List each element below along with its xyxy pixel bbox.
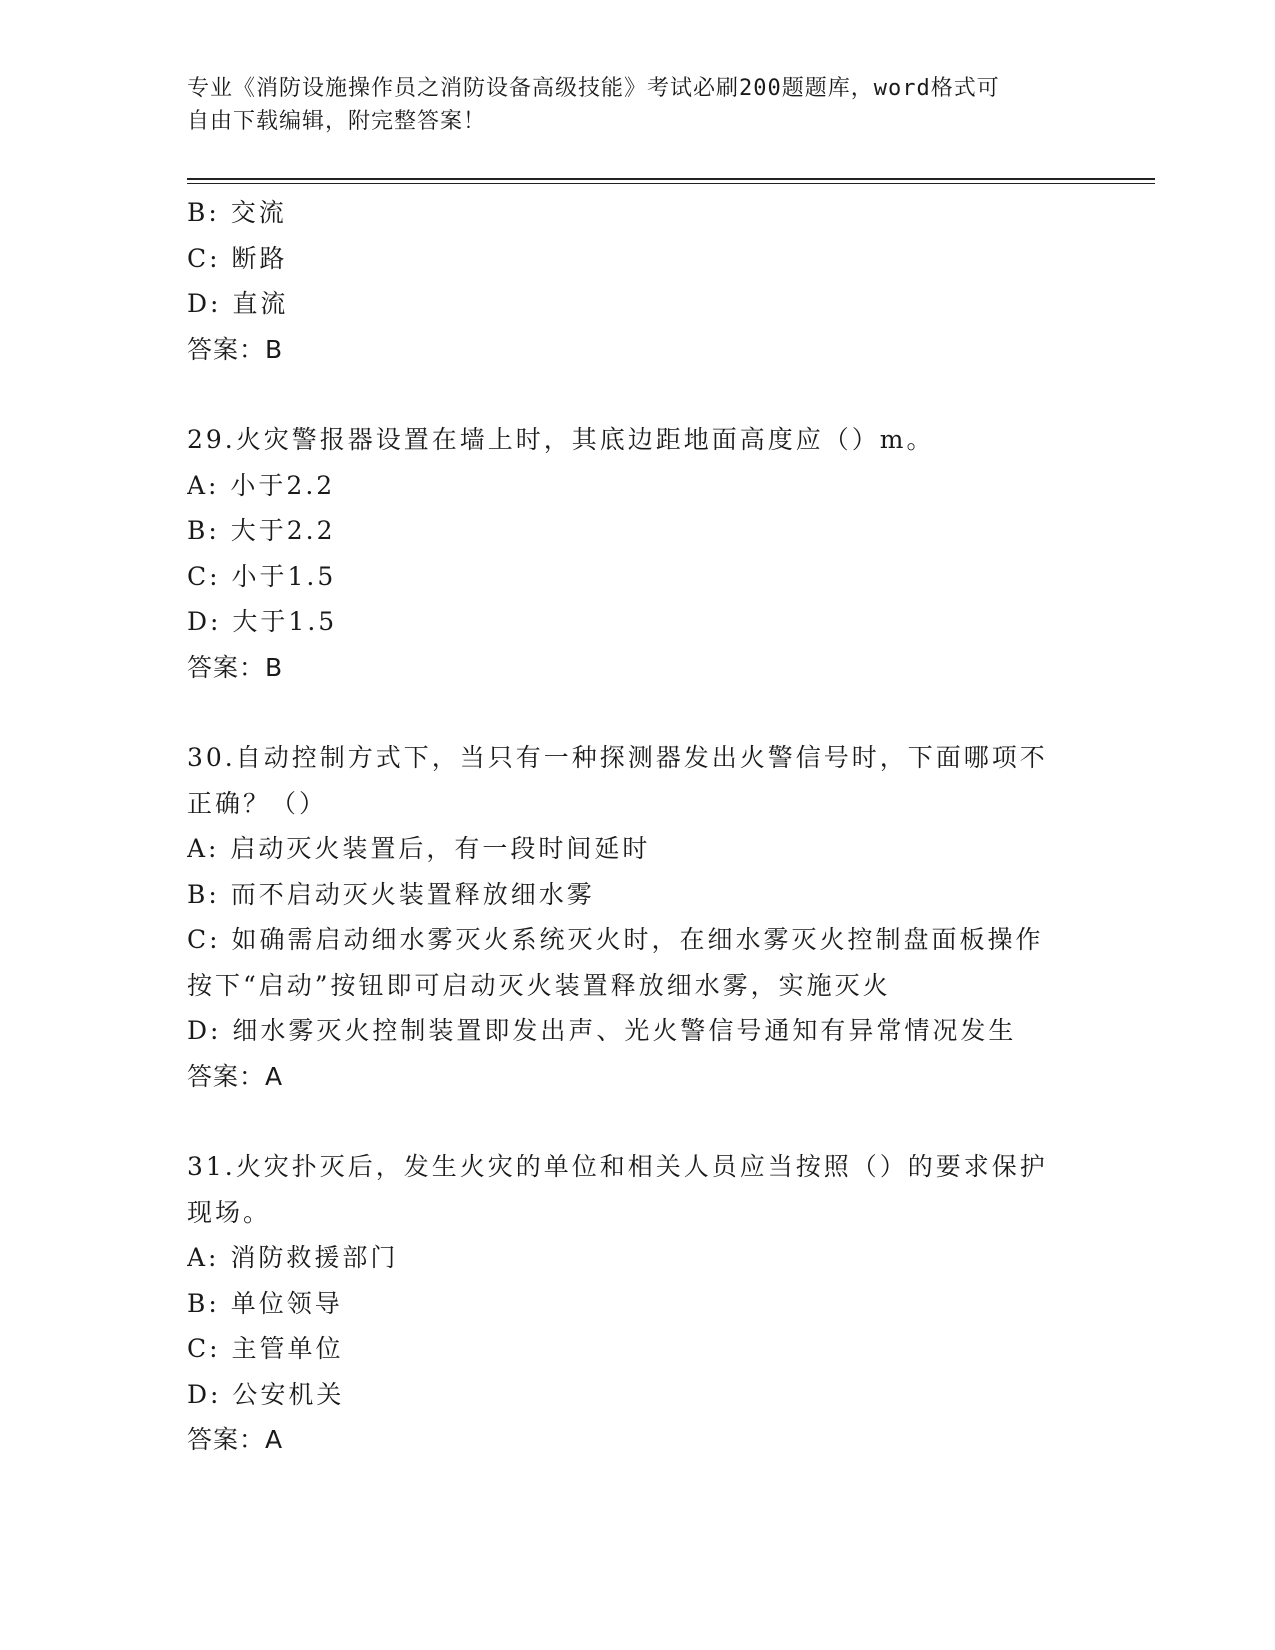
answer-line: 答案：B <box>187 334 284 364</box>
document-header <box>187 72 1067 138</box>
option-line: D: 大于1.5 <box>187 607 338 636</box>
option-line: C: 如确需启动细水雾灭火系统灭火时，在细水雾灭火控制盘面板操作 <box>187 925 1044 954</box>
option-line: C: 断路 <box>187 243 288 273</box>
option-line: B: 大于2.2 <box>187 516 336 545</box>
header-line-1: 专业《消防设施操作员之消防设备高级技能》考试必刷200题题库，word格式可 <box>187 76 1000 101</box>
question-text: 31.火灾扑灭后，发生火灾的单位和相关人员应当按照（）的要求保护 <box>187 1152 1048 1181</box>
option-line: A: 小于2.2 <box>187 470 336 500</box>
option-line: B: 交流 <box>187 198 287 227</box>
option-line: 按下“启动”按钮即可启动灭火装置释放细水雾，实施灭火 <box>187 970 891 1000</box>
question-block-29 <box>187 417 1087 690</box>
header-divider <box>187 178 1155 184</box>
answer-line: 答案：A <box>187 1425 284 1454</box>
question-list <box>187 190 1087 1463</box>
header-line-2: 自由下载编辑，附完整答案！ <box>187 109 487 134</box>
option-line: C: 主管单位 <box>187 1334 344 1363</box>
question-block-31 <box>187 1144 1087 1463</box>
answer-line: 答案：A <box>187 1061 284 1091</box>
option-line: A: 消防救援部门 <box>187 1243 399 1272</box>
option-line: D: 直流 <box>187 289 289 318</box>
option-line: B: 单位领导 <box>187 1288 343 1318</box>
option-line: D: 公安机关 <box>187 1379 345 1409</box>
option-line: B: 而不启动灭火装置释放细水雾 <box>187 879 595 909</box>
option-line: A: 启动灭火装置后，有一段时间延时 <box>187 834 651 863</box>
question-text: 29.火灾警报器设置在墙上时，其底边距地面高度应（）m。 <box>187 425 935 454</box>
question-text: 正确？（） <box>187 788 328 818</box>
question-block-30 <box>187 735 1087 1099</box>
question-text: 30.自动控制方式下，当只有一种探测器发出火警信号时，下面哪项不 <box>187 743 1048 772</box>
option-line: C: 小于1.5 <box>187 561 337 591</box>
question-block-28 <box>187 190 1087 372</box>
answer-line: 答案：B <box>187 652 284 682</box>
option-line: D: 细水雾灭火控制装置即发出声、光火警信号通知有异常情况发生 <box>187 1016 1017 1045</box>
question-text: 现场。 <box>187 1197 272 1227</box>
